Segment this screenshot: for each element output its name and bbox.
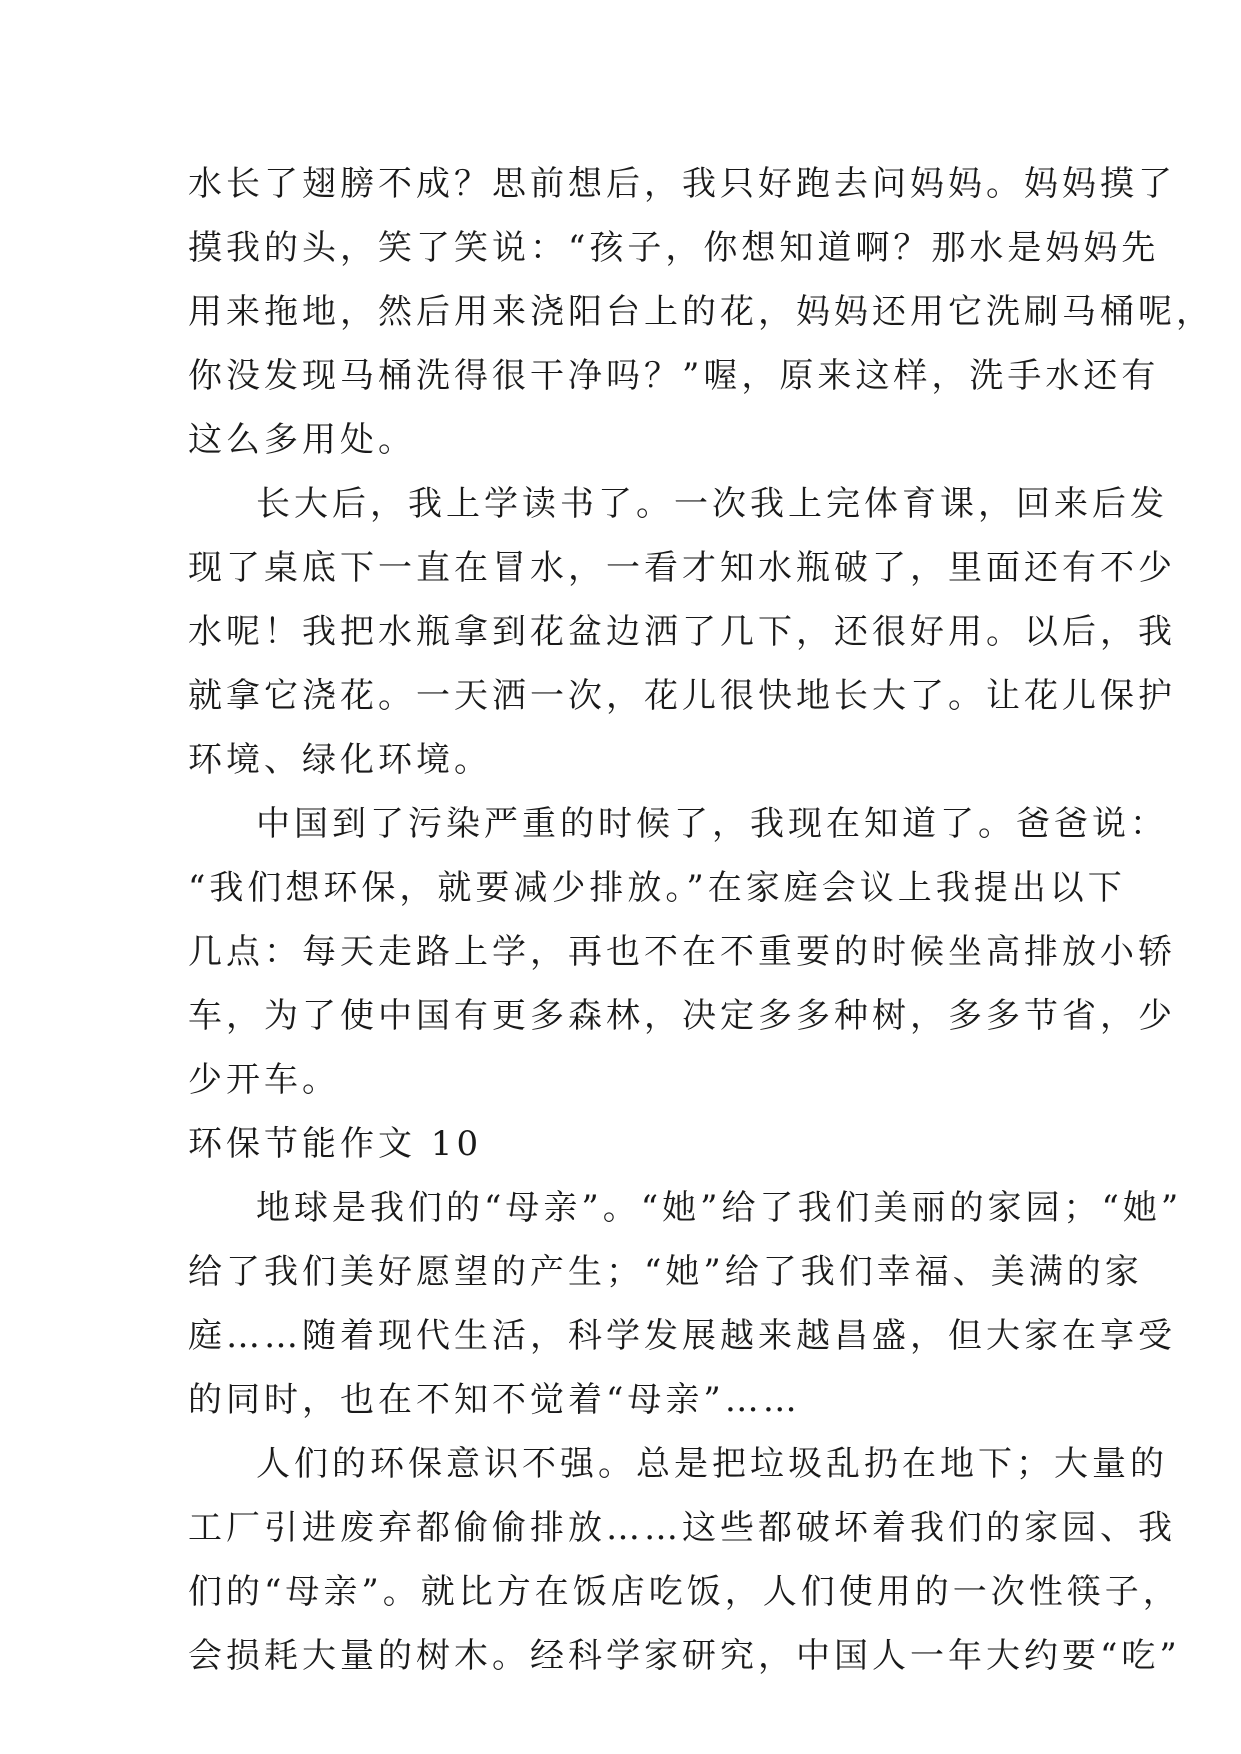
text-line: 水长了翅膀不成？思前想后，我只好跑去问妈妈。妈妈摸了 <box>188 164 1176 204</box>
text-line: 环境、绿化环境。 <box>188 740 492 780</box>
text-line: 水呢！我把水瓶拿到花盆边洒了几下，还很好用。以后，我 <box>188 612 1176 652</box>
text-line: 长大后，我上学读书了。一次我上完体育课，回来后发 <box>256 484 1168 524</box>
paragraph <box>188 792 1176 1112</box>
document-body <box>188 152 1214 1688</box>
text-line: 人们的环保意识不强。总是把垃圾乱扔在地下；大量的 <box>256 1444 1168 1484</box>
text-line: 几点：每天走路上学，再也不在不重要的时候坐高排放小轿 <box>188 932 1176 972</box>
section-heading-text: 环保节能作文 10 <box>188 1124 483 1164</box>
text-line: 车，为了使中国有更多森林，决定多多种树，多多节省，少 <box>188 996 1176 1036</box>
text-line: 中国到了污染严重的时候了，我现在知道了。爸爸说： <box>256 804 1168 844</box>
section-heading <box>188 1112 1056 1176</box>
text-line: 们的“母亲”。就比方在饭店吃饭，人们使用的一次性筷子， <box>188 1572 1181 1612</box>
text-line: 给了我们美好愿望的产生；“她”给了我们幸福、美满的家 <box>188 1252 1143 1292</box>
text-line: 工厂引进废弃都偷偷排放……这些都破坏着我们的家园、我 <box>188 1508 1176 1548</box>
text-line: 庭……随着现代生活，科学发展越来越昌盛，但大家在享受 <box>188 1316 1176 1356</box>
text-line: 这么多用处。 <box>188 420 416 460</box>
text-line: 摸我的头，笑了笑说：“孩子，你想知道啊？那水是妈妈先 <box>188 228 1160 268</box>
paragraph <box>188 1432 1181 1688</box>
text-line: 你没发现马桶洗得很干净吗？”喔，原来这样，洗手水还有 <box>188 356 1160 396</box>
text-line: 会损耗大量的树木。经科学家研究，中国人一年大约要“吃” <box>188 1636 1181 1676</box>
paragraph <box>188 472 1176 792</box>
text-line: “我们想环保，就要减少排放。”在家庭会议上我提出以下 <box>188 868 1126 908</box>
paragraph <box>188 1176 1183 1432</box>
text-line: 的同时，也在不知不觉着“母亲”…… <box>188 1380 801 1420</box>
paragraph <box>188 152 1214 472</box>
text-line: 现了桌底下一直在冒水，一看才知水瓶破了，里面还有不少 <box>188 548 1176 588</box>
text-line: 就拿它浇花。一天洒一次，花儿很快地长大了。让花儿保护 <box>188 676 1176 716</box>
text-line: 少开车。 <box>188 1060 340 1100</box>
text-line: 用来拖地，然后用来浇阳台上的花，妈妈还用它洗刷马桶呢， <box>188 292 1214 332</box>
text-line: 地球是我们的“母亲”。“她”给了我们美丽的家园；“她” <box>256 1188 1183 1228</box>
